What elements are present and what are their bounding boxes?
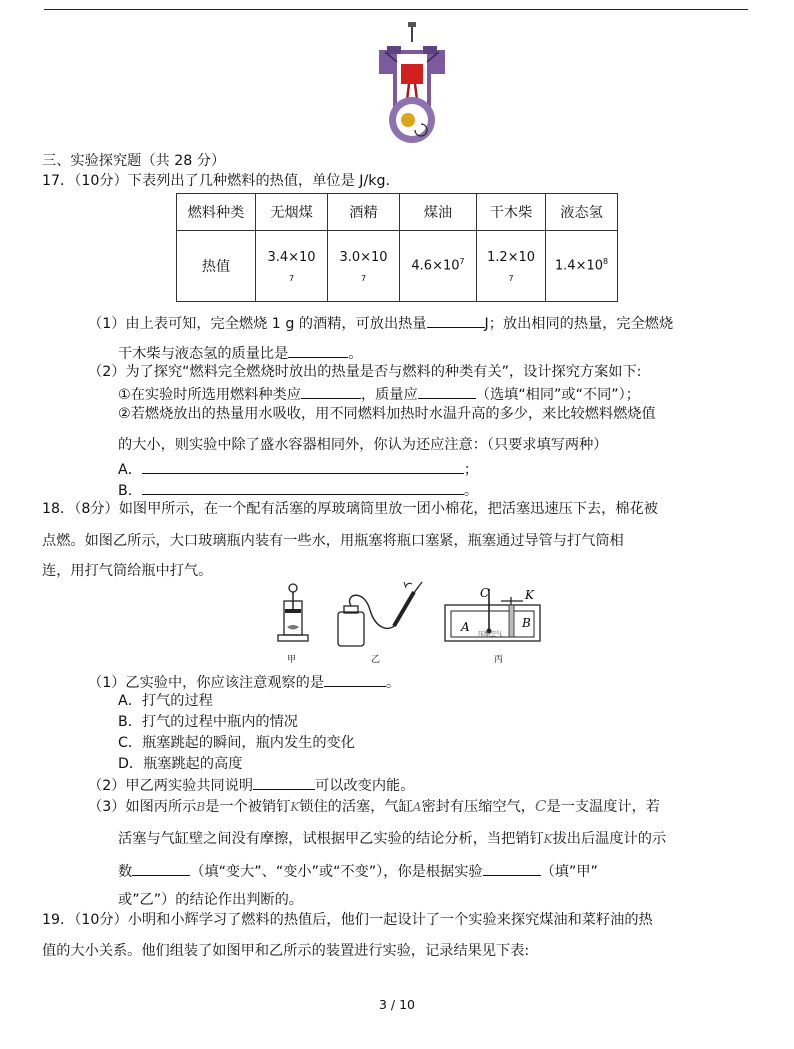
table-cell: [256, 231, 328, 302]
table-header-cell: 酒精: [328, 194, 400, 231]
fig-bing-cylinder-thermometer: [443, 585, 543, 645]
fig-letter: C: [480, 586, 490, 600]
q17-p2-text: （选填“相同”或“不同”）；: [475, 387, 640, 403]
q18-p3-text: （填”甲”: [540, 864, 598, 880]
punctuation: ；: [463, 462, 479, 478]
heat-value-base: 1.4×10: [554, 258, 603, 274]
heat-value-base: 3.0×10: [339, 249, 388, 265]
q18-p3-text: 拔出后温度计的示: [552, 831, 667, 847]
var-b: B: [196, 800, 206, 814]
q18-option-a: A．打气的过程: [118, 693, 213, 709]
heat-value-exp: 7: [459, 257, 465, 267]
page-number: 3 / 10: [378, 997, 416, 1012]
fig-jia-glass-cylinder: [272, 583, 314, 648]
answer-blank[interactable]: [142, 459, 464, 474]
answer-blank[interactable]: [301, 384, 361, 399]
fuel-heat-value-table: [176, 193, 618, 302]
var-k: K: [290, 800, 300, 814]
q18-stem-line1: 18．（8分）如图甲所示，在一个配有活塞的厚玻璃筒里放一团小棉花，把活塞迅速压下去，棉花被: [42, 501, 658, 517]
fig-yi-bottle-pump: [330, 580, 425, 650]
q17-part2-line1: （2）为了探究“燃料完全燃烧时放出的热量是否与燃料的种类有关”，设计探究方案如下:: [88, 364, 642, 380]
answer-blank[interactable]: [132, 861, 190, 876]
q18-stem-line2: 点燃。如图乙所示，大口玻璃瓶内装有一些水，用瓶塞将瓶口塞紧，瓶塞通过导管与打气筒相: [42, 533, 624, 549]
q17-part1-line2: [118, 343, 362, 363]
answer-blank[interactable]: [324, 672, 386, 687]
answer-blank[interactable]: [427, 313, 485, 328]
q17-part2-line2: [118, 384, 640, 404]
fig-caption: 压缩空气: [478, 631, 503, 638]
fig-label-bing: 丙: [494, 655, 504, 665]
table-row-label: 热值: [177, 231, 256, 302]
section-title: 三、实验探究题（共 28 分）: [42, 153, 226, 169]
table-header-cell: 干木柴: [477, 194, 546, 231]
q18-part3-line1: [88, 797, 660, 816]
q17-answer-b: [118, 480, 478, 500]
q19-stem-line1: 19．（10分）小明和小辉学习了燃料的热值后，他们一起设计了一个实验来探究煤油和菜籽油的热: [42, 912, 653, 928]
table-header-cell: 煤油: [400, 194, 477, 231]
q18-part1: [88, 672, 400, 692]
engine-cylinder-figure: [375, 20, 449, 146]
q18-p2-text: 可以改变内能。: [315, 778, 415, 794]
table-header-row: [177, 194, 618, 231]
q17-p2-text: ，质量应: [360, 387, 418, 403]
option-letter: B．: [118, 483, 142, 499]
fig-label-yi: 乙: [371, 655, 381, 665]
q17-p1-text: 干木柴与液态氢的质量比是: [118, 346, 289, 362]
q18-p3-text: 数: [118, 864, 133, 880]
q18-part3-line2: [118, 830, 666, 848]
q17-p1-text: J；放出相同的热量，完全燃烧: [484, 316, 674, 332]
q18-p3-text: 是一支温度计，若: [546, 799, 660, 815]
heat-value-base: 1.2×10: [486, 249, 536, 265]
fig-label-jia: 甲: [287, 655, 297, 665]
q18-p3-text: 锁住的活塞，气缸: [299, 799, 413, 815]
q17-p2-text: ①在实验时所选用燃料种类应: [118, 387, 301, 403]
table-header-cell: 液态氢: [546, 194, 618, 231]
table-row: [177, 231, 618, 302]
punctuation: 。: [463, 483, 479, 499]
table-header-cell: 无烟煤: [256, 194, 328, 231]
table-cell: [546, 231, 618, 302]
fig-letter: A: [461, 620, 470, 634]
var-a: A: [412, 800, 422, 814]
q17-p1-text: 。: [348, 346, 363, 362]
answer-blank[interactable]: [253, 775, 315, 790]
heat-value-exp: 7: [508, 273, 514, 283]
var-c: C: [534, 797, 547, 815]
q18-part3-line4: 或”乙”）的结论作出判断的。: [118, 892, 303, 908]
heat-value-exp: 8: [603, 257, 609, 267]
fig-letter: K: [525, 588, 534, 602]
q18-p3-text: 活塞与气缸壁之间没有摩擦，试根据甲乙实验的结论分析，当把销钉: [118, 831, 544, 847]
q18-p2-text: （2）甲乙两实验共同说明: [88, 778, 254, 794]
q17-part2-line4: 的大小，则实验中除了盛水容器相同外，你认为还应注意：（只要求填写两种）: [118, 437, 608, 453]
heat-value-base: 4.6×10: [411, 258, 460, 274]
q17-part2-line3: ②若燃烧放出的热量用水吸收，用不同燃料加热时水温升高的多少，来比较燃料燃烧值: [118, 406, 656, 422]
q17-answer-a: [118, 459, 478, 479]
q17-p1-text: （1）由上表可知，完全燃烧 1 g 的酒精，可放出热量: [88, 316, 427, 332]
q18-p1-text: （1）乙实验中，你应该注意观察的是: [88, 675, 325, 691]
q18-p3-text: 是一个被销钉: [205, 799, 291, 815]
q17-part1-line1: [88, 313, 673, 333]
heat-value-base: 3.4×10: [267, 249, 316, 265]
q18-option-b: B．打气的过程中瓶内的情况: [118, 714, 298, 730]
answer-blank[interactable]: [418, 384, 476, 399]
q18-p3-text: （3）如图丙所示: [88, 799, 197, 815]
q18-stem-line3: 连，用打气筒给瓶中打气。: [42, 563, 213, 579]
q18-part3-line3: [118, 861, 598, 881]
table-header-cell: 燃料种类: [177, 194, 256, 231]
heat-value-exp: 7: [360, 273, 367, 283]
answer-blank[interactable]: [142, 480, 464, 495]
punctuation: 。: [386, 675, 401, 691]
answer-blank[interactable]: [483, 861, 541, 876]
heat-value-exp: 7: [288, 273, 295, 283]
answer-blank[interactable]: [288, 343, 348, 358]
q18-p3-text: 密封有压缩空气，: [421, 799, 535, 815]
fig-letter: B: [522, 616, 531, 630]
header-rule: [44, 9, 748, 10]
q18-p3-text: （填“变大”、“变小”或“不变”），你是根据实验: [190, 864, 483, 880]
q18-part2: [88, 775, 414, 795]
table-cell: [328, 231, 400, 302]
q17-stem: 17．（10分）下表列出了几种燃料的热值，单位是 J/kg.: [42, 173, 390, 189]
option-letter: A．: [118, 462, 142, 478]
table-cell: [477, 231, 546, 302]
q18-option-c: C．瓶塞跳起的瞬间，瓶内发生的变化: [118, 735, 355, 751]
table-cell: [400, 231, 477, 302]
q18-option-d: D．瓶塞跳起的高度: [118, 756, 243, 772]
q19-stem-line2: 值的大小关系。他们组装了如图甲和乙所示的装置进行实验，记录结果见下表:: [42, 943, 530, 959]
var-k: K: [543, 832, 553, 846]
